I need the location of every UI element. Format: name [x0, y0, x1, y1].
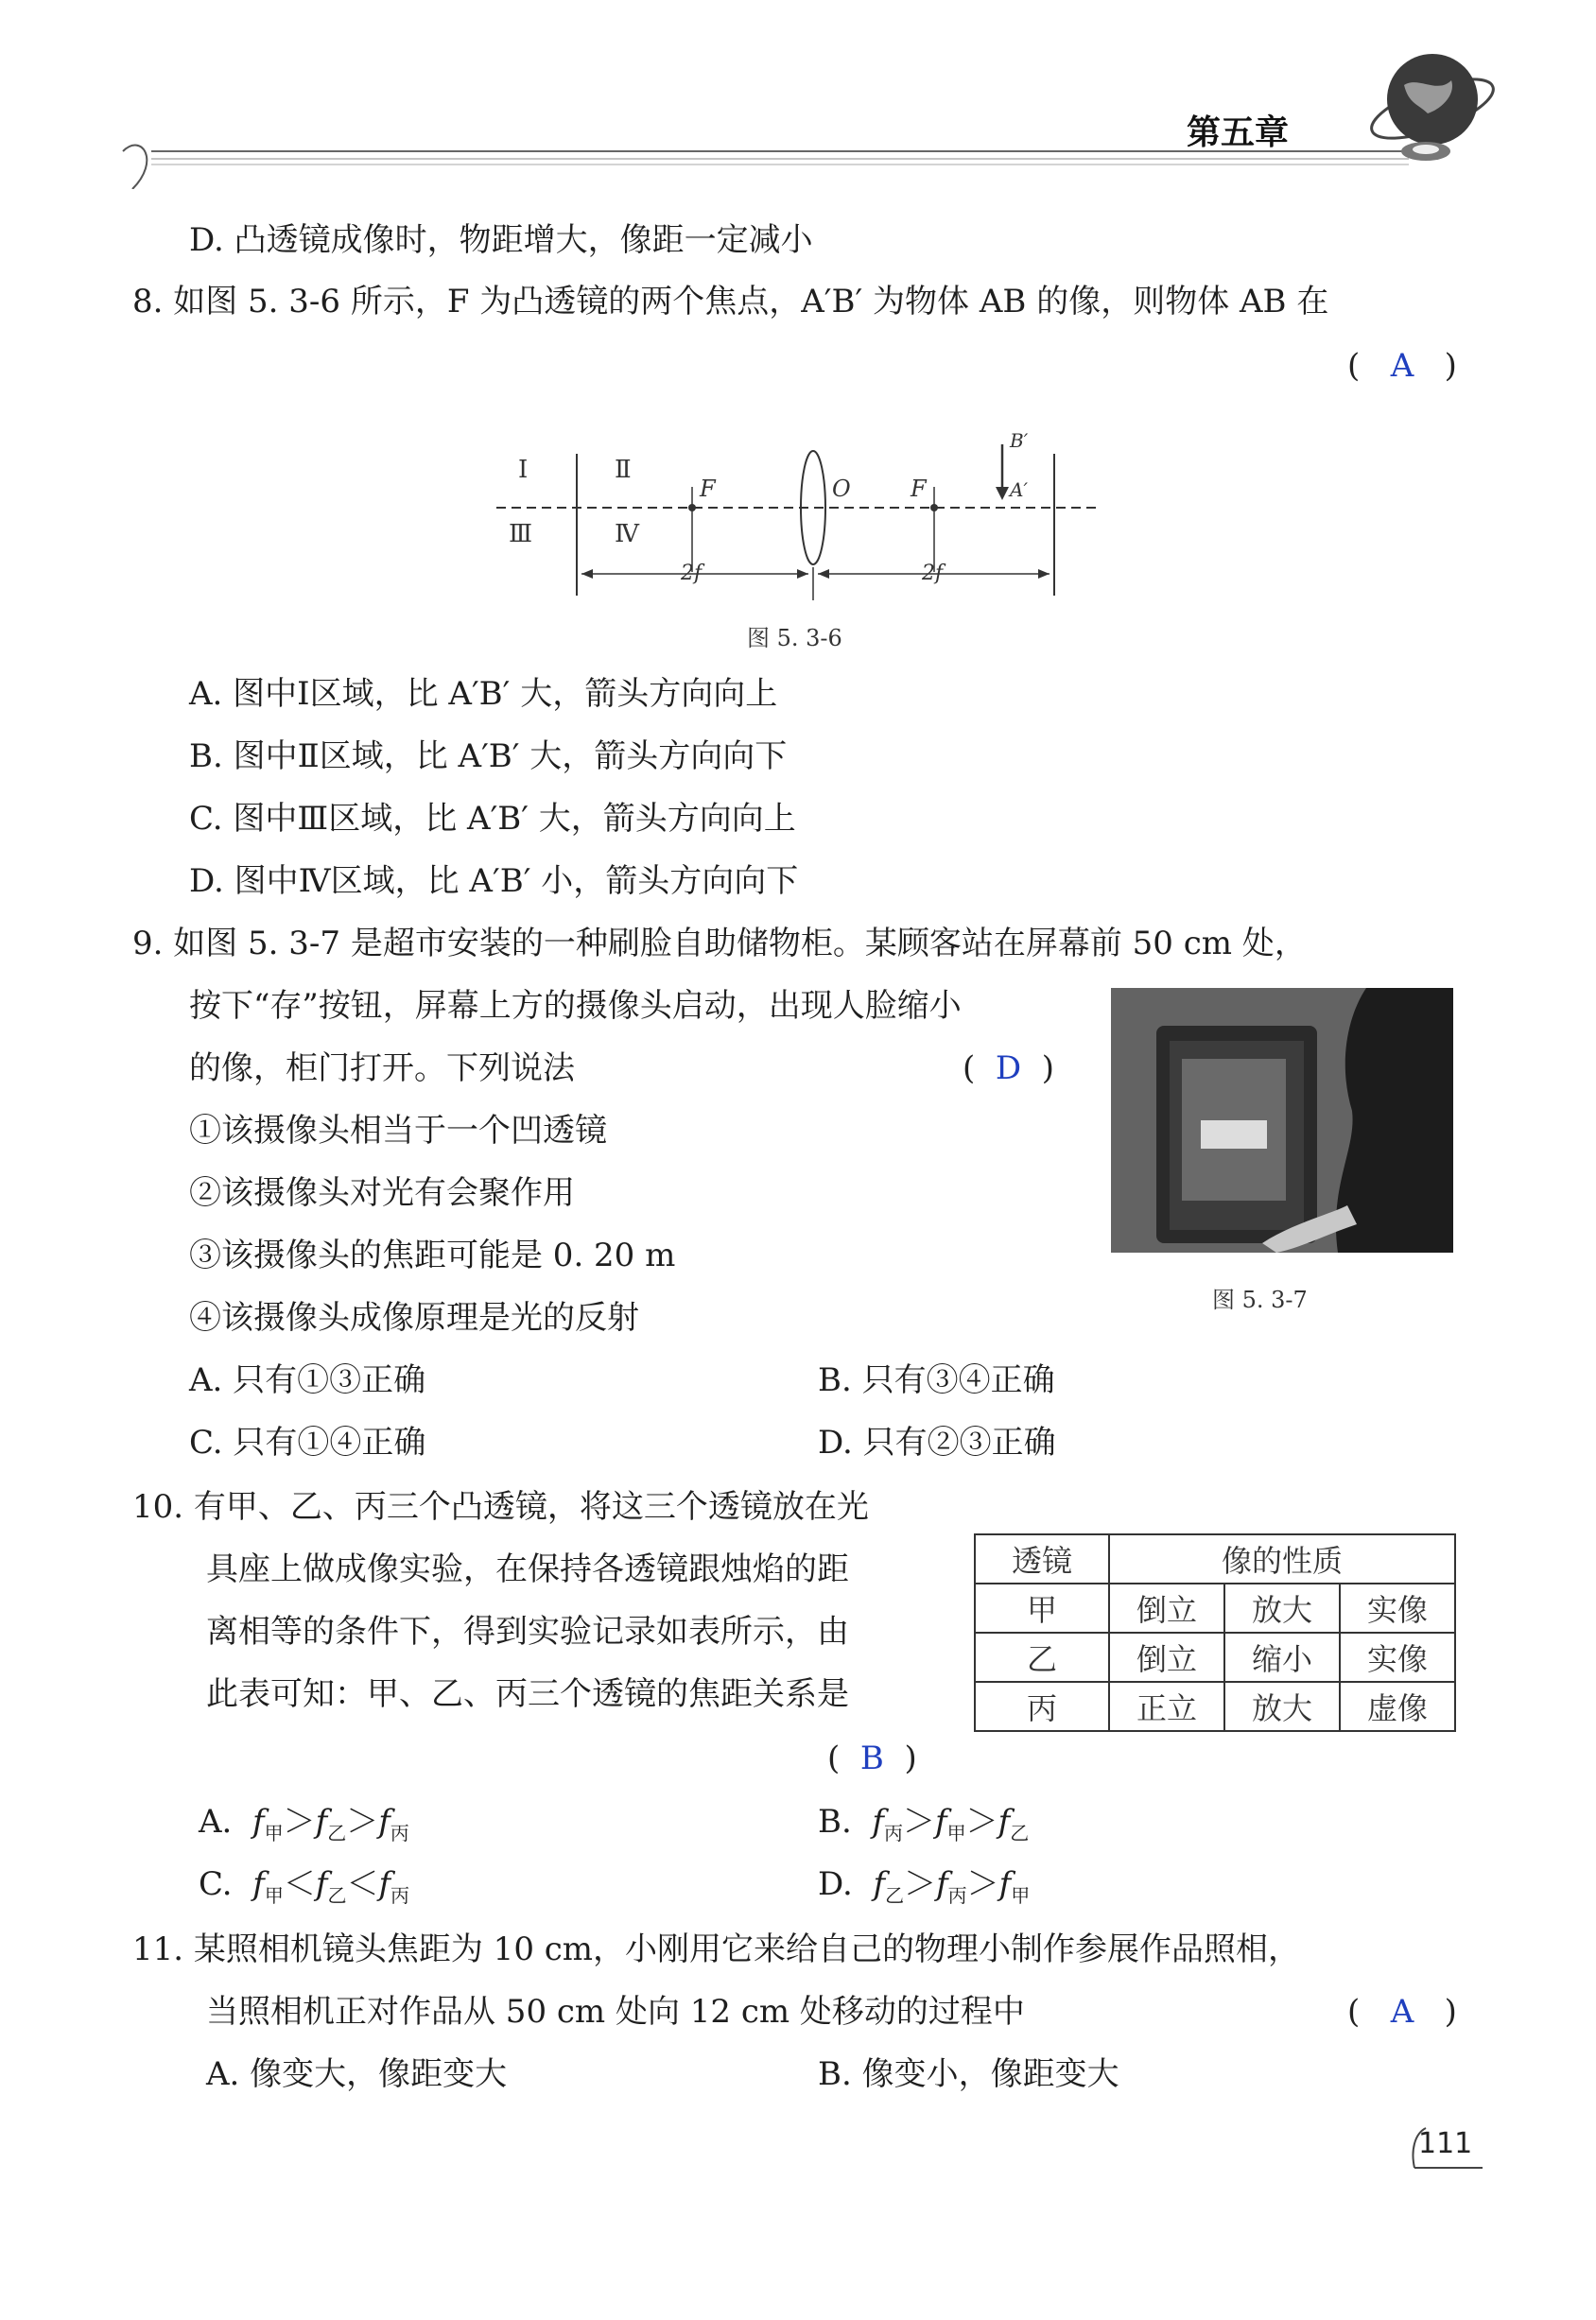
- page-number: 111: [1418, 2127, 1473, 2160]
- table-cell: 放大: [1224, 1584, 1340, 1633]
- q9-answer: D: [995, 1049, 1022, 1087]
- q11-line1: 11. 某照相机镜头焦距为 10 cm，小刚用它来给自己的物理小制作参展作品照相，: [132, 1930, 1301, 1968]
- q9-statement-2: ②该摄像头对光有会聚作用: [189, 1174, 575, 1212]
- q10-option-a: A. $f_甲>f_乙>f_丙$: [199, 1803, 409, 1844]
- table-cell: 虚像: [1340, 1682, 1455, 1731]
- region-2-label: Ⅱ: [615, 456, 632, 484]
- q8-stem: 8. 如图 5. 3-6 所示，F 为凸透镜的两个焦点，A′B′ 为物体 AB 的像，则物体 AB 在: [132, 283, 1329, 320]
- chapter-title: 第五章: [1187, 113, 1290, 152]
- q9-statement-3: ③该摄像头的焦距可能是 0. 20 m: [189, 1237, 676, 1274]
- q10-line4: 此表可知：甲、乙、丙三个透镜的焦距关系是: [206, 1675, 849, 1713]
- globe-icon: [1362, 38, 1503, 170]
- q10-line2: 具座上做成像实验，在保持各透镜跟烛焰的距: [206, 1550, 849, 1588]
- table-cell: 倒立: [1109, 1633, 1224, 1682]
- q10-line1: 10. 有甲、乙、丙三个凸透镜，将这三个透镜放在光: [132, 1488, 869, 1526]
- q9-statement-1: ①该摄像头相当于一个凹透镜: [189, 1112, 607, 1150]
- table-header-lens: 透镜: [975, 1534, 1109, 1584]
- q9-answer-bracket: ( D ): [963, 1049, 1055, 1087]
- table-header-props: 像的性质: [1109, 1534, 1455, 1584]
- region-4-label: Ⅳ: [615, 520, 639, 548]
- q8-option-d: D. 图中Ⅳ区域，比 A′B′ 小，箭头方向向下: [189, 862, 799, 900]
- a-prime-label: A′: [1010, 478, 1028, 501]
- q9-option-d: D. 只有②③正确: [818, 1424, 1056, 1462]
- lens-table: [974, 1533, 1456, 1732]
- focal-f-right-label: F: [911, 476, 927, 502]
- table-cell: 缩小: [1224, 1633, 1340, 1682]
- q10-answer-bracket: ( B ): [827, 1740, 917, 1777]
- table-cell: 丙: [975, 1682, 1109, 1731]
- q8-option-c: C. 图中Ⅲ区域，比 A′B′ 大，箭头方向向上: [189, 800, 796, 838]
- q7-option-d: D. 凸透镜成像时，物距增大，像距一定减小: [189, 221, 813, 259]
- region-3-label: Ⅲ: [509, 520, 533, 548]
- table-cell: 放大: [1224, 1682, 1340, 1731]
- center-o-label: O: [832, 476, 851, 502]
- q10-option-d: D. $f_乙>f_丙>f_甲$: [818, 1865, 1031, 1907]
- table-cell: 乙: [975, 1633, 1109, 1682]
- region-1-label: Ⅰ: [518, 456, 529, 484]
- q9-line1: 9. 如图 5. 3-7 是超市安装的一种刷脸自助储物柜。某顾客站在屏幕前 50 cm 处，: [132, 925, 1307, 962]
- q11-option-b: B. 像变小，像距变大: [818, 2055, 1119, 2093]
- table-row: [975, 1584, 1455, 1633]
- q10-answer: B: [859, 1740, 884, 1777]
- table-cell: 甲: [975, 1584, 1109, 1633]
- q8-option-a: A. 图中Ⅰ区域，比 A′B′ 大，箭头方向向上: [189, 675, 778, 713]
- q11-option-a: A. 像变大，像距变大: [206, 2055, 508, 2093]
- b-prime-label: B′: [1010, 429, 1029, 452]
- table-cell: 正立: [1109, 1682, 1224, 1731]
- fig-5-3-7-caption: 图 5. 3-7: [1212, 1287, 1308, 1313]
- q9-line3: 的像，柜门打开。下列说法: [189, 1049, 575, 1087]
- table-cell: 实像: [1340, 1584, 1455, 1633]
- table-cell: 实像: [1340, 1633, 1455, 1682]
- locker-photo: [1111, 988, 1453, 1253]
- q11-answer-bracket: ( A ): [1347, 1993, 1457, 2031]
- q10-option-b: B. $f_丙>f_甲>f_乙$: [818, 1803, 1030, 1844]
- q8-option-b: B. 图中Ⅱ区域，比 A′B′ 大，箭头方向向下: [189, 737, 788, 775]
- q8-answer: A: [1390, 347, 1414, 385]
- q9-statement-4: ④该摄像头成像原理是光的反射: [189, 1299, 639, 1337]
- dim-right-label: 2f: [922, 562, 944, 585]
- table-row: [975, 1682, 1455, 1731]
- fig-5-3-6-caption: 图 5. 3-6: [747, 625, 842, 651]
- q9-option-c: C. 只有①④正确: [189, 1424, 426, 1462]
- q10-line3: 离相等的条件下，得到实验记录如表所示，由: [206, 1613, 849, 1651]
- q10-option-c: C. $f_甲<f_乙<f_丙$: [199, 1865, 410, 1907]
- q11-line2: 当照相机正对作品从 50 cm 处向 12 cm 处移动的过程中: [206, 1993, 1025, 2031]
- table-row: [975, 1633, 1455, 1682]
- q8-answer-bracket: ( A ): [1347, 347, 1457, 385]
- table-cell: 倒立: [1109, 1584, 1224, 1633]
- lens-diagram: [492, 421, 1106, 610]
- dim-left-label: 2f: [681, 562, 703, 585]
- q9-option-b: B. 只有③④正确: [818, 1361, 1055, 1399]
- q9-line2: 按下“存”按钮，屏幕上方的摄像头启动，出现人脸缩小: [189, 987, 962, 1025]
- focal-f-left-label: F: [700, 476, 716, 502]
- q11-answer: A: [1390, 1993, 1414, 2031]
- q9-option-a: A. 只有①③正确: [189, 1361, 426, 1399]
